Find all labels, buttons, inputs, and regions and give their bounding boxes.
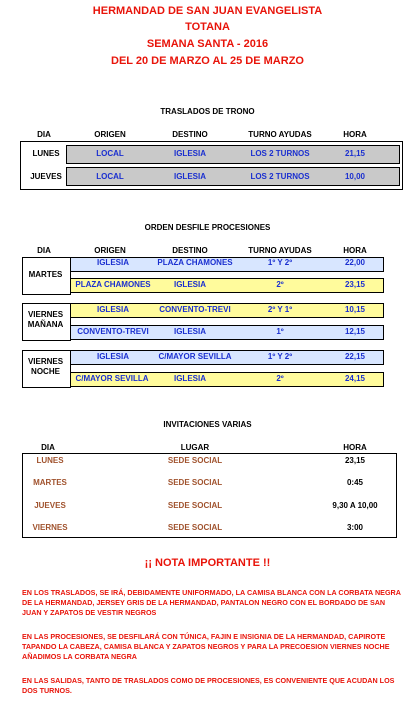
procesion-turno: 2º	[276, 280, 284, 289]
nota-paragraph-traslados: EN LOS TRASLADOS, SE IRÁ, DEBIDAMENTE UNIFORMADO, LA CAMISA BLANCA CON LA CORBATA NEGRA DE LA HERMANDAD, JERSEY GRIS DE LA HERMANDAD, PANTALON NEGRO CON EL BORDADO DE SAN JUAN Y ZAPATOS DE VESTIR NEGROS	[22, 588, 401, 617]
invitacion-dia: JUEVES	[34, 501, 66, 510]
viernes-noche-label-1: VIERNES	[27, 357, 64, 366]
town-title: TOTANA	[185, 21, 230, 33]
nota-paragraph-salidas: EN LAS SALIDAS, TANTO DE TRASLADOS COMO DE PROCESIONES, ES CONVENIENTE QUE ACUDAN LOS DOS TURNOS.	[22, 676, 395, 695]
header-dia: DIA	[37, 246, 51, 255]
invitacion-hora: 3:00	[346, 523, 363, 532]
procesion-hora: 12,15	[344, 327, 366, 336]
procesion-destino: C/MAYOR SEVILLA	[158, 352, 232, 361]
invitacion-dia: LUNES	[36, 456, 64, 465]
traslado-destino: IGLESIA	[173, 149, 206, 158]
procesion-destino: PLAZA CHAMONES	[157, 258, 233, 267]
procesion-hora: 24,15	[344, 374, 366, 383]
season-title: SEMANA SANTA - 2016	[146, 38, 269, 50]
invitacion-lugar: SEDE SOCIAL	[167, 456, 223, 465]
header-destino: DESTINO	[172, 246, 208, 255]
invitacion-dia: VIERNES	[32, 523, 68, 532]
header-destino: DESTINO	[172, 130, 208, 139]
traslado-dia: LUNES	[32, 149, 60, 158]
procesiones-title: ORDEN DESFILE PROCESIONES	[144, 223, 271, 232]
invitacion-hora: 23,15	[344, 456, 366, 465]
procesion-turno: 2º	[276, 374, 284, 383]
martes-label: MARTES	[28, 270, 63, 279]
header-turno: TURNO AYUDAS	[248, 246, 312, 255]
header-dia: DIA	[37, 130, 51, 139]
procesion-destino: IGLESIA	[173, 374, 206, 383]
procesion-origen: IGLESIA	[96, 352, 129, 361]
viernes-noche-label-2: NOCHE	[31, 367, 60, 376]
invitacion-hora: 9,30 A 10,00	[332, 501, 378, 510]
procesion-origen: IGLESIA	[96, 258, 129, 267]
traslado-origen: LOCAL	[96, 149, 124, 158]
procesion-turno: 2º Y 1º	[267, 305, 293, 314]
page-title: HERMANDAD DE SAN JUAN EVANGELISTA	[92, 5, 323, 17]
header-origen: ORIGEN	[94, 246, 126, 255]
procesion-turno: 1º	[276, 327, 284, 336]
header-turno: TURNO AYUDAS	[248, 130, 312, 139]
header-hora: HORA	[343, 443, 367, 452]
header-lugar: LUGAR	[180, 443, 210, 452]
viernes-manana-label-1: VIERNES	[27, 310, 64, 319]
traslado-turno: LOS 2 TURNOS	[250, 172, 310, 181]
viernes-manana-label-2: MAÑANA	[27, 320, 64, 329]
procesion-origen: C/MAYOR SEVILLA	[75, 374, 149, 383]
header-dia: DIA	[41, 443, 55, 452]
procesion-destino: IGLESIA	[173, 327, 206, 336]
header-hora: HORA	[343, 246, 367, 255]
procesion-destino: CONVENTO-TREVI	[159, 305, 231, 314]
procesion-origen: CONVENTO-TREVI	[77, 327, 149, 336]
procesion-turno: 1º Y 2º	[267, 352, 293, 361]
traslado-origen: LOCAL	[96, 172, 124, 181]
traslados-title: TRASLADOS DE TRONO	[160, 107, 255, 116]
invitacion-lugar: SEDE SOCIAL	[167, 501, 223, 510]
traslado-destino: IGLESIA	[173, 172, 206, 181]
procesion-hora: 10,15	[344, 305, 366, 314]
invitacion-dia: MARTES	[33, 478, 67, 487]
procesion-hora: 22,15	[344, 352, 366, 361]
invitacion-hora: 0:45	[346, 478, 363, 487]
procesion-turno: 1º Y 2º	[267, 258, 293, 267]
traslado-turno: LOS 2 TURNOS	[250, 149, 310, 158]
header-origen: ORIGEN	[94, 130, 126, 139]
procesion-hora: 23,15	[344, 280, 366, 289]
nota-title: ¡¡ NOTA IMPORTANTE !!	[144, 557, 271, 569]
traslado-hora: 10,00	[344, 172, 366, 181]
invitacion-lugar: SEDE SOCIAL	[167, 523, 223, 532]
procesion-origen: PLAZA CHAMONES	[75, 280, 151, 289]
nota-paragraph-procesiones: EN LAS PROCESIONES, SE DESFILARÁ CON TÚNICA, FAJIN E INSIGNIA DE LA HERMANDAD, CAPIROTE TAPANDO LA CABEZA, CAMISA BLANCA Y ZAPATOS NEGROS Y PARA LA PRECOESION VIERNES NOCHE AÑADIMOS LA CORBATA NEGRA	[22, 632, 390, 661]
procesion-destino: IGLESIA	[173, 280, 206, 289]
traslado-dia: JUEVES	[30, 172, 62, 181]
procesion-hora: 22,00	[344, 258, 366, 267]
traslado-hora: 21,15	[344, 149, 366, 158]
invitaciones-title: INVITACIONES VARIAS	[163, 420, 252, 429]
header-hora: HORA	[343, 130, 367, 139]
invitacion-lugar: SEDE SOCIAL	[167, 478, 223, 487]
procesion-origen: IGLESIA	[96, 305, 129, 314]
date-range-title: DEL 20 DE MARZO AL 25 DE MARZO	[111, 55, 304, 67]
